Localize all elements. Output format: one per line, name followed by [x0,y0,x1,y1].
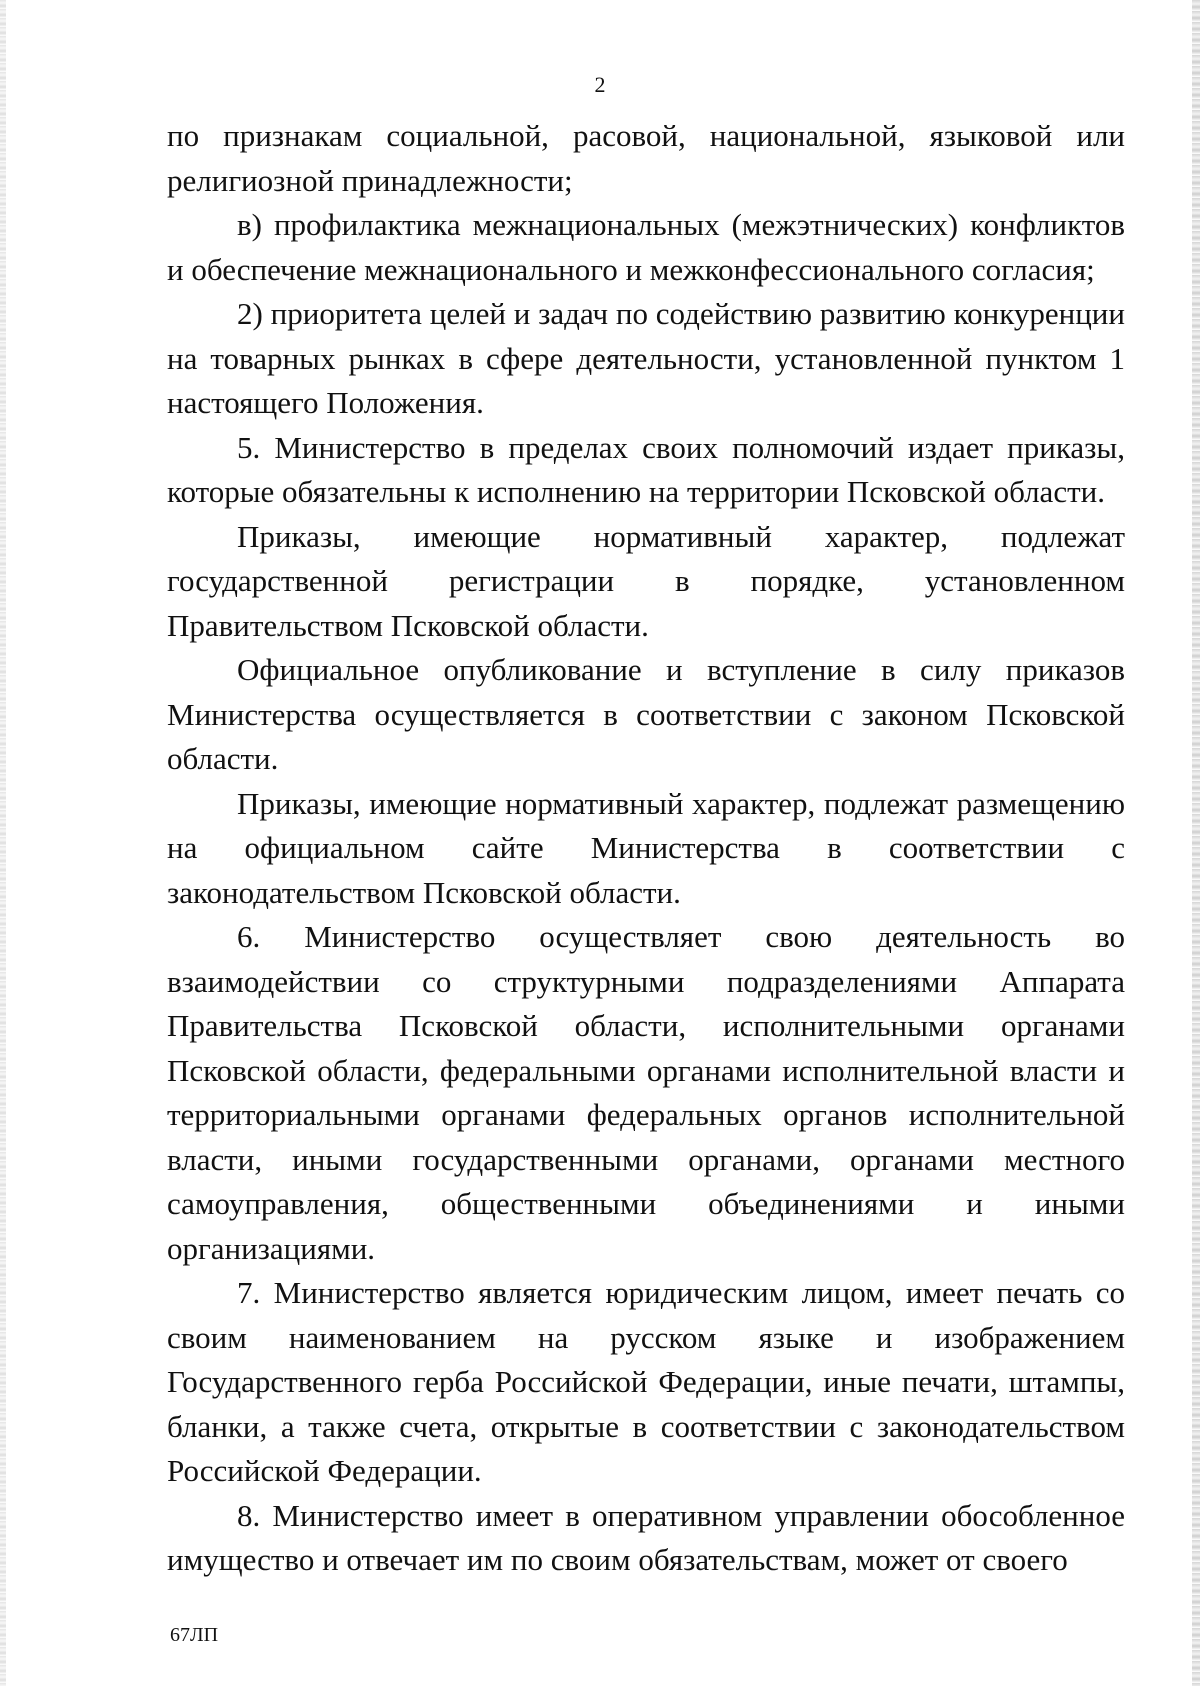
paragraph-orders-registration: Приказы, имеющие нормативный характер, подлежат государственной регистрации в порядке, установленном Правительством Псковской области. [167,518,1125,643]
footer-document-code: 67ЛП [170,1624,219,1646]
paragraph-item-v: в) профилактика межнациональных (межэтнических) конфликтов и обеспечение межнационального и межконфессионального согласия; [167,207,1125,287]
scan-edge-right [1192,0,1200,1686]
paragraph-item-2: 2) приоритета целей и задач по содействию развитию конкуренции на товарных рынках в сфере деятельности, установленной пунктом 1 настоящего Положения. [167,296,1125,420]
paragraph-item-5: 5. Министерство в пределах своих полномочий издает приказы, которые обязательны к исполнению на территории Псковской области. [167,429,1125,509]
paragraph-item-7: 7. Министерство является юридическим лицом, имеет печать со своим наименованием на русском языке и изображением Государственного герба Российской Федерации, иные печати, штампы, бланки, а также счета, открытые в соответствии с законодательством Российской Федерации. [167,1275,1125,1488]
document-body [167,114,1125,1583]
paragraph-item-8: 8. Министерство имеет в оперативном управлении обособленное имущество и отвечает им по своим обязательствам, может от своего [167,1497,1125,1577]
paragraph-item-6: 6. Министерство осуществляет свою деятельность во взаимодействии со структурными подразделениями Аппарата Правительства Псковской области, исполнительными органами Псковской области, федеральными органами исполнительной власти и территориальными органами федеральных органов исполнительной власти, иными государственными органами, органами местного самоуправления, общественными объединениями и иными организациями. [167,919,1125,1266]
paragraph-orders-publication: Официальное опубликование и вступление в силу приказов Министерства осуществляется в соответствии с законом Псковской области. [167,652,1125,776]
paragraph-continuation: по признакам социальной, расовой, национальной, языковой или религиозной принадлежности; [167,118,1125,198]
scan-edge-left [0,0,6,1686]
page-number: 2 [594,72,606,97]
paragraph-orders-website: Приказы, имеющие нормативный характер, подлежат размещению на официальном сайте Министерства в соответствии с законодательством Псковской области. [167,785,1125,910]
